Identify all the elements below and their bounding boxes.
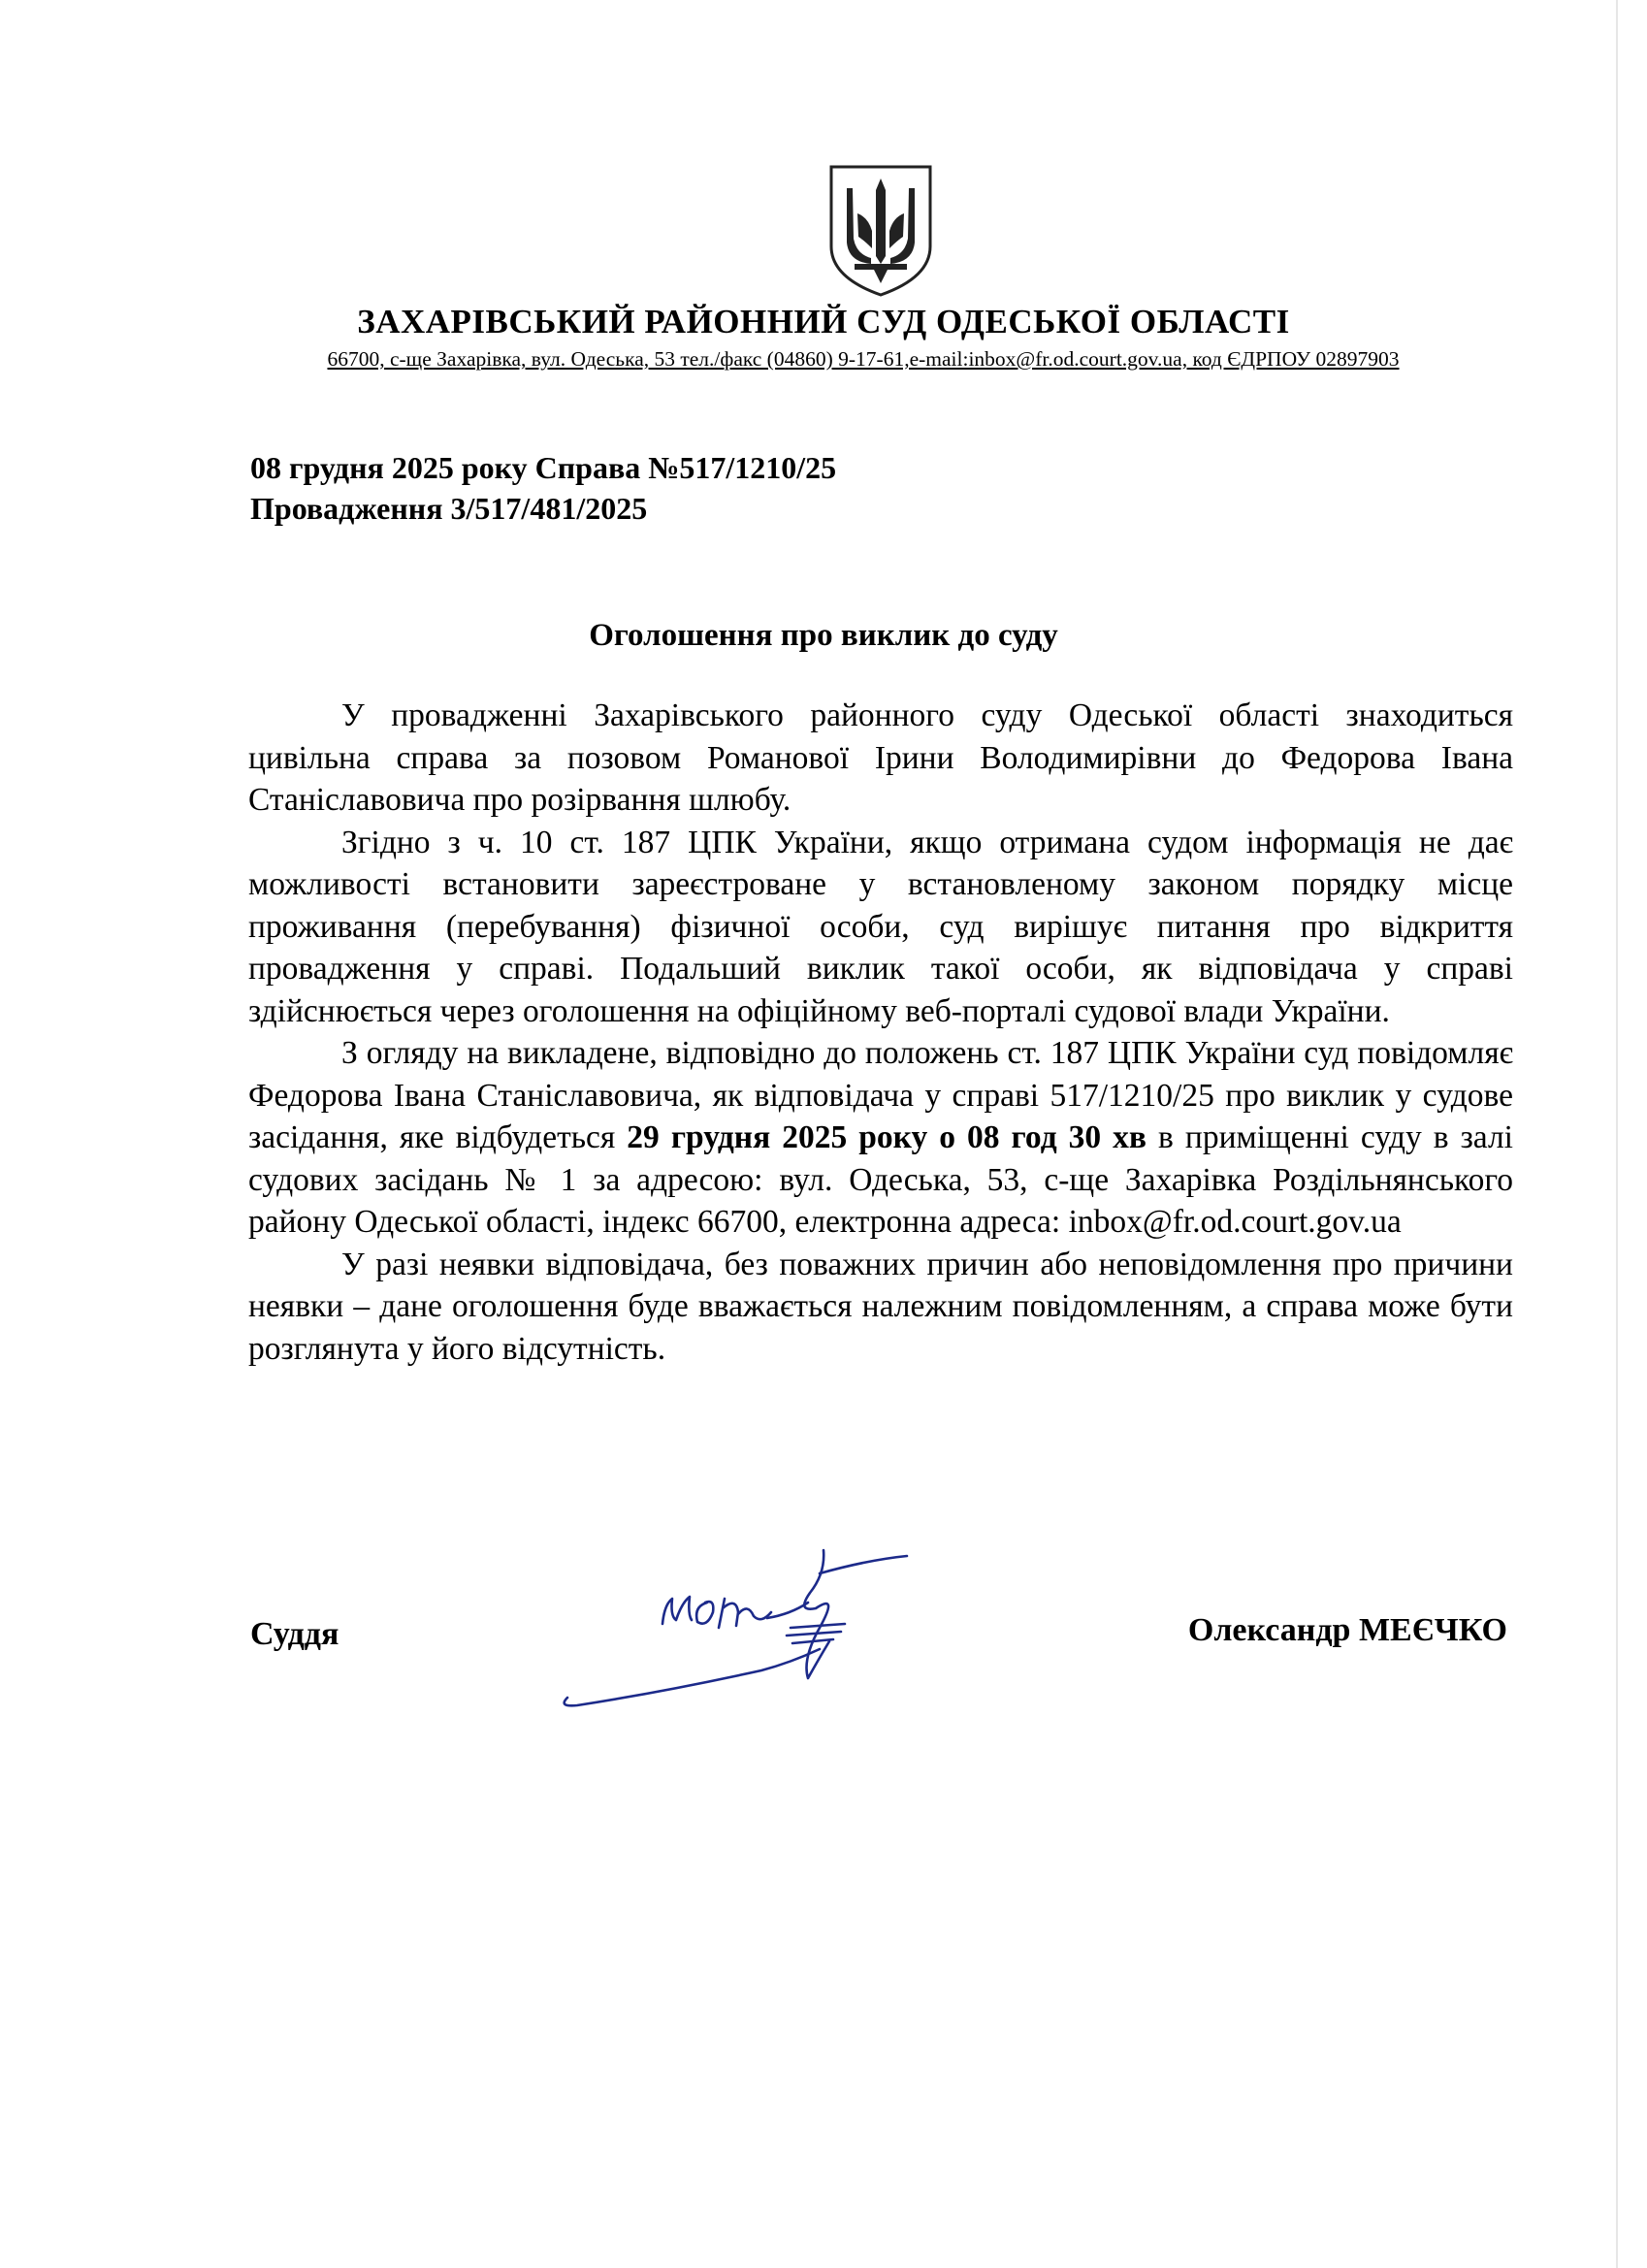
court-address: 66700, с-ще Захарівка, вул. Одеська, 53 тел./факс (04860) 9-17-61,e-mail:inbox@fr.od.court.gov.ua, код ЄДРПОУ 02897903 xyxy=(327,347,1400,371)
paragraph-2: Згідно з ч. 10 ст. 187 ЦПК України, якщо отримана судом інформація не дає можливості встановити зареєстроване у встановленому законом порядку місце проживання (перебування) фізичної особи, суд вирішує питання про відкриття провадження у справі. Подальший виклик такої особи, як відповідача у справі здійснюється через оголошення на офіційному веб-порталі судової влади України. xyxy=(248,824,1513,1029)
paragraph-4: У разі неявки відповідача, без поважних причин або неповідомлення про причини неявки – дане оголошення буде вважається належним повідомленням, а справа може бути розглянута у його відсутність. xyxy=(248,1246,1513,1367)
paragraph-3 xyxy=(248,1032,1513,1244)
court-name: ЗАХАРІВСЬКИЙ РАЙОННИЙ СУД ОДЕСЬКОЇ ОБЛАСТІ xyxy=(357,303,1290,340)
paragraph-3-lead: З огляду на викладене, відповідно до положень ст. 187 ЦПК України суд повідомляє Федорова Івана Станіславовича, як відповідача у справі 517/1210/25 про виклик у судове засідання, яке відбудеться xyxy=(248,1035,1513,1155)
handwritten-signature xyxy=(500,1535,965,1719)
hearing-datetime: 29 грудня 2025 року о 08 год 30 хв xyxy=(627,1119,1147,1155)
signature-role: Суддя xyxy=(250,1616,339,1652)
trident-emblem-icon xyxy=(825,163,936,299)
document-title: Оголошення про виклик до суду xyxy=(589,618,1058,653)
proceeding-number: Провадження 3/517/481/2025 xyxy=(250,491,648,526)
paragraph-3-tail: в приміщенні суду в залі судових засідань № 1 за адресою: вул. Одеська, 53, с-ще Захарівка Роздільнянського району Одеської області, індекс 66700, електронна адреса: inbox@fr.od.court.gov.ua xyxy=(248,1119,1513,1240)
paragraph-1: У провадженні Захарівського районного суду Одеської області знаходиться цивільна справа за позовом Романової Ірини Володимирівни до Федорова Івана Станіславовича про розірвання шлюбу. xyxy=(248,697,1513,818)
judge-name: Олександр МЕЄЧКО xyxy=(1187,1612,1507,1648)
document-body xyxy=(248,695,1513,1370)
case-date-number: 08 грудня 2025 року Справа №517/1210/25 xyxy=(250,450,837,485)
